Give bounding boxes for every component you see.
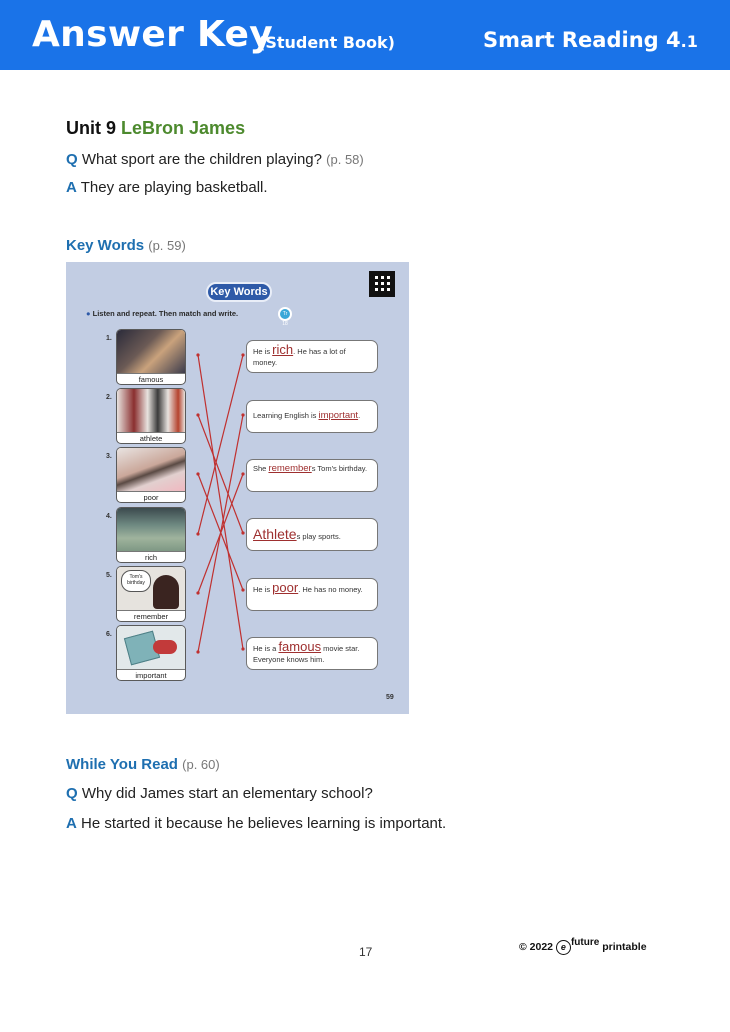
word-label: remember (117, 610, 185, 622)
word-number: 5. (106, 572, 112, 579)
sentence-after: . He has a lot of money. (253, 347, 346, 367)
key-words-heading (66, 237, 186, 254)
answer-key-title: Answer Key (32, 14, 274, 55)
written-answer: Athlete (253, 526, 297, 542)
answer-text: They are playing basketball. (80, 179, 268, 196)
word-card-poor (116, 447, 186, 503)
sentence-before: He is (253, 347, 273, 356)
remember-photo (117, 567, 185, 610)
sentence-bubble (246, 459, 378, 492)
student-book-subtitle: (Student Book) (258, 33, 395, 52)
audio-track-icon: Tr 18 (278, 307, 292, 321)
a-mark: A (66, 815, 77, 832)
sentence-after: s play sports. (296, 532, 341, 541)
word-number: 2. (106, 394, 112, 401)
word-number: 1. (106, 335, 112, 342)
while-you-read-page: (p. 60) (182, 757, 220, 772)
page-number: 17 (359, 945, 373, 959)
book-name: Smart Reading 4 (483, 28, 681, 52)
question-text: Why did James start an elementary school? (81, 785, 373, 802)
word-label: rich (117, 551, 185, 563)
sentence-before: He is (253, 585, 273, 594)
famous-photo (117, 330, 185, 373)
word-card-athlete (116, 388, 186, 444)
key-words-title: Key Words (66, 237, 145, 254)
written-answer: famous (278, 639, 322, 654)
word-label: athlete (117, 432, 185, 444)
unit-label: Unit 9 (66, 118, 117, 138)
key-words-badge: Key Words (206, 282, 272, 302)
word-card-remember (116, 566, 186, 622)
brand-name: future (570, 937, 600, 948)
header-bar (0, 0, 730, 70)
thought-bubble: Tom's birthday (121, 570, 151, 592)
key-words-page-image (66, 262, 409, 714)
key-words-page: (p. 59) (148, 238, 186, 253)
wyr-question (66, 785, 373, 802)
word-label: important (117, 669, 185, 681)
sentence-bubble (246, 518, 378, 551)
bullet-icon: ● (86, 309, 91, 318)
instruction-text: Listen and repeat. Then match and write. (92, 309, 239, 318)
word-card-important (116, 625, 186, 681)
written-answer: rich (272, 342, 294, 357)
book-title (483, 28, 698, 52)
intro-question (66, 151, 364, 168)
word-number: 6. (106, 631, 112, 638)
match-line-important (198, 415, 243, 652)
sentence-after: . (358, 411, 361, 420)
book-version: .1 (680, 32, 698, 51)
printable-label: printable (602, 941, 647, 953)
wyr-answer (66, 815, 446, 832)
sentence-bubble (246, 578, 378, 611)
girl-figure-icon (153, 575, 179, 609)
word-label: poor (117, 491, 185, 503)
sentence-after: s Tom's birthday. (311, 464, 368, 473)
sentence-bubble (246, 340, 378, 373)
written-answer: poor (272, 580, 299, 595)
match-line-rich (198, 355, 243, 534)
word-card-famous (116, 329, 186, 385)
question-text: What sport are the children playing? (81, 151, 322, 168)
sentence-before: She (253, 464, 269, 473)
sentence-before: Learning English is (253, 411, 319, 420)
sentence-before: He is a (253, 644, 279, 653)
e-future-logo-icon: e (556, 940, 571, 955)
written-answer: important (318, 410, 359, 421)
match-line-famous (198, 355, 243, 649)
sentence-bubble (246, 400, 378, 433)
unit-heading (66, 118, 245, 139)
copyright (519, 937, 647, 955)
stamp-icon (153, 640, 177, 654)
unit-name: LeBron James (121, 118, 246, 138)
athlete-photo (117, 389, 185, 432)
word-card-rich (116, 507, 186, 563)
rich-photo (117, 508, 185, 551)
q-mark: Q (66, 785, 78, 802)
intro-answer (66, 179, 268, 196)
while-you-read-title: While You Read (66, 756, 178, 773)
match-line-athlete (198, 415, 243, 533)
while-you-read-heading (66, 756, 220, 773)
sentence-after: movie star. Everyone knows him. (253, 644, 360, 664)
textbook-page-number: 59 (386, 694, 394, 701)
word-number: 3. (106, 453, 112, 460)
q-mark: Q (66, 151, 78, 168)
poor-photo (117, 448, 185, 491)
answer-text: He started it because he believes learning is important. (81, 815, 447, 832)
word-number: 4. (106, 513, 112, 520)
question-page: (p. 58) (326, 152, 364, 167)
a-mark: A (66, 179, 77, 196)
written-answer: remember (268, 463, 312, 474)
word-label: famous (117, 373, 185, 385)
copyright-year: © 2022 (519, 941, 554, 953)
sentence-bubble (246, 637, 378, 670)
sentence-after: . He has no money. (298, 585, 363, 594)
important-photo (117, 626, 185, 669)
